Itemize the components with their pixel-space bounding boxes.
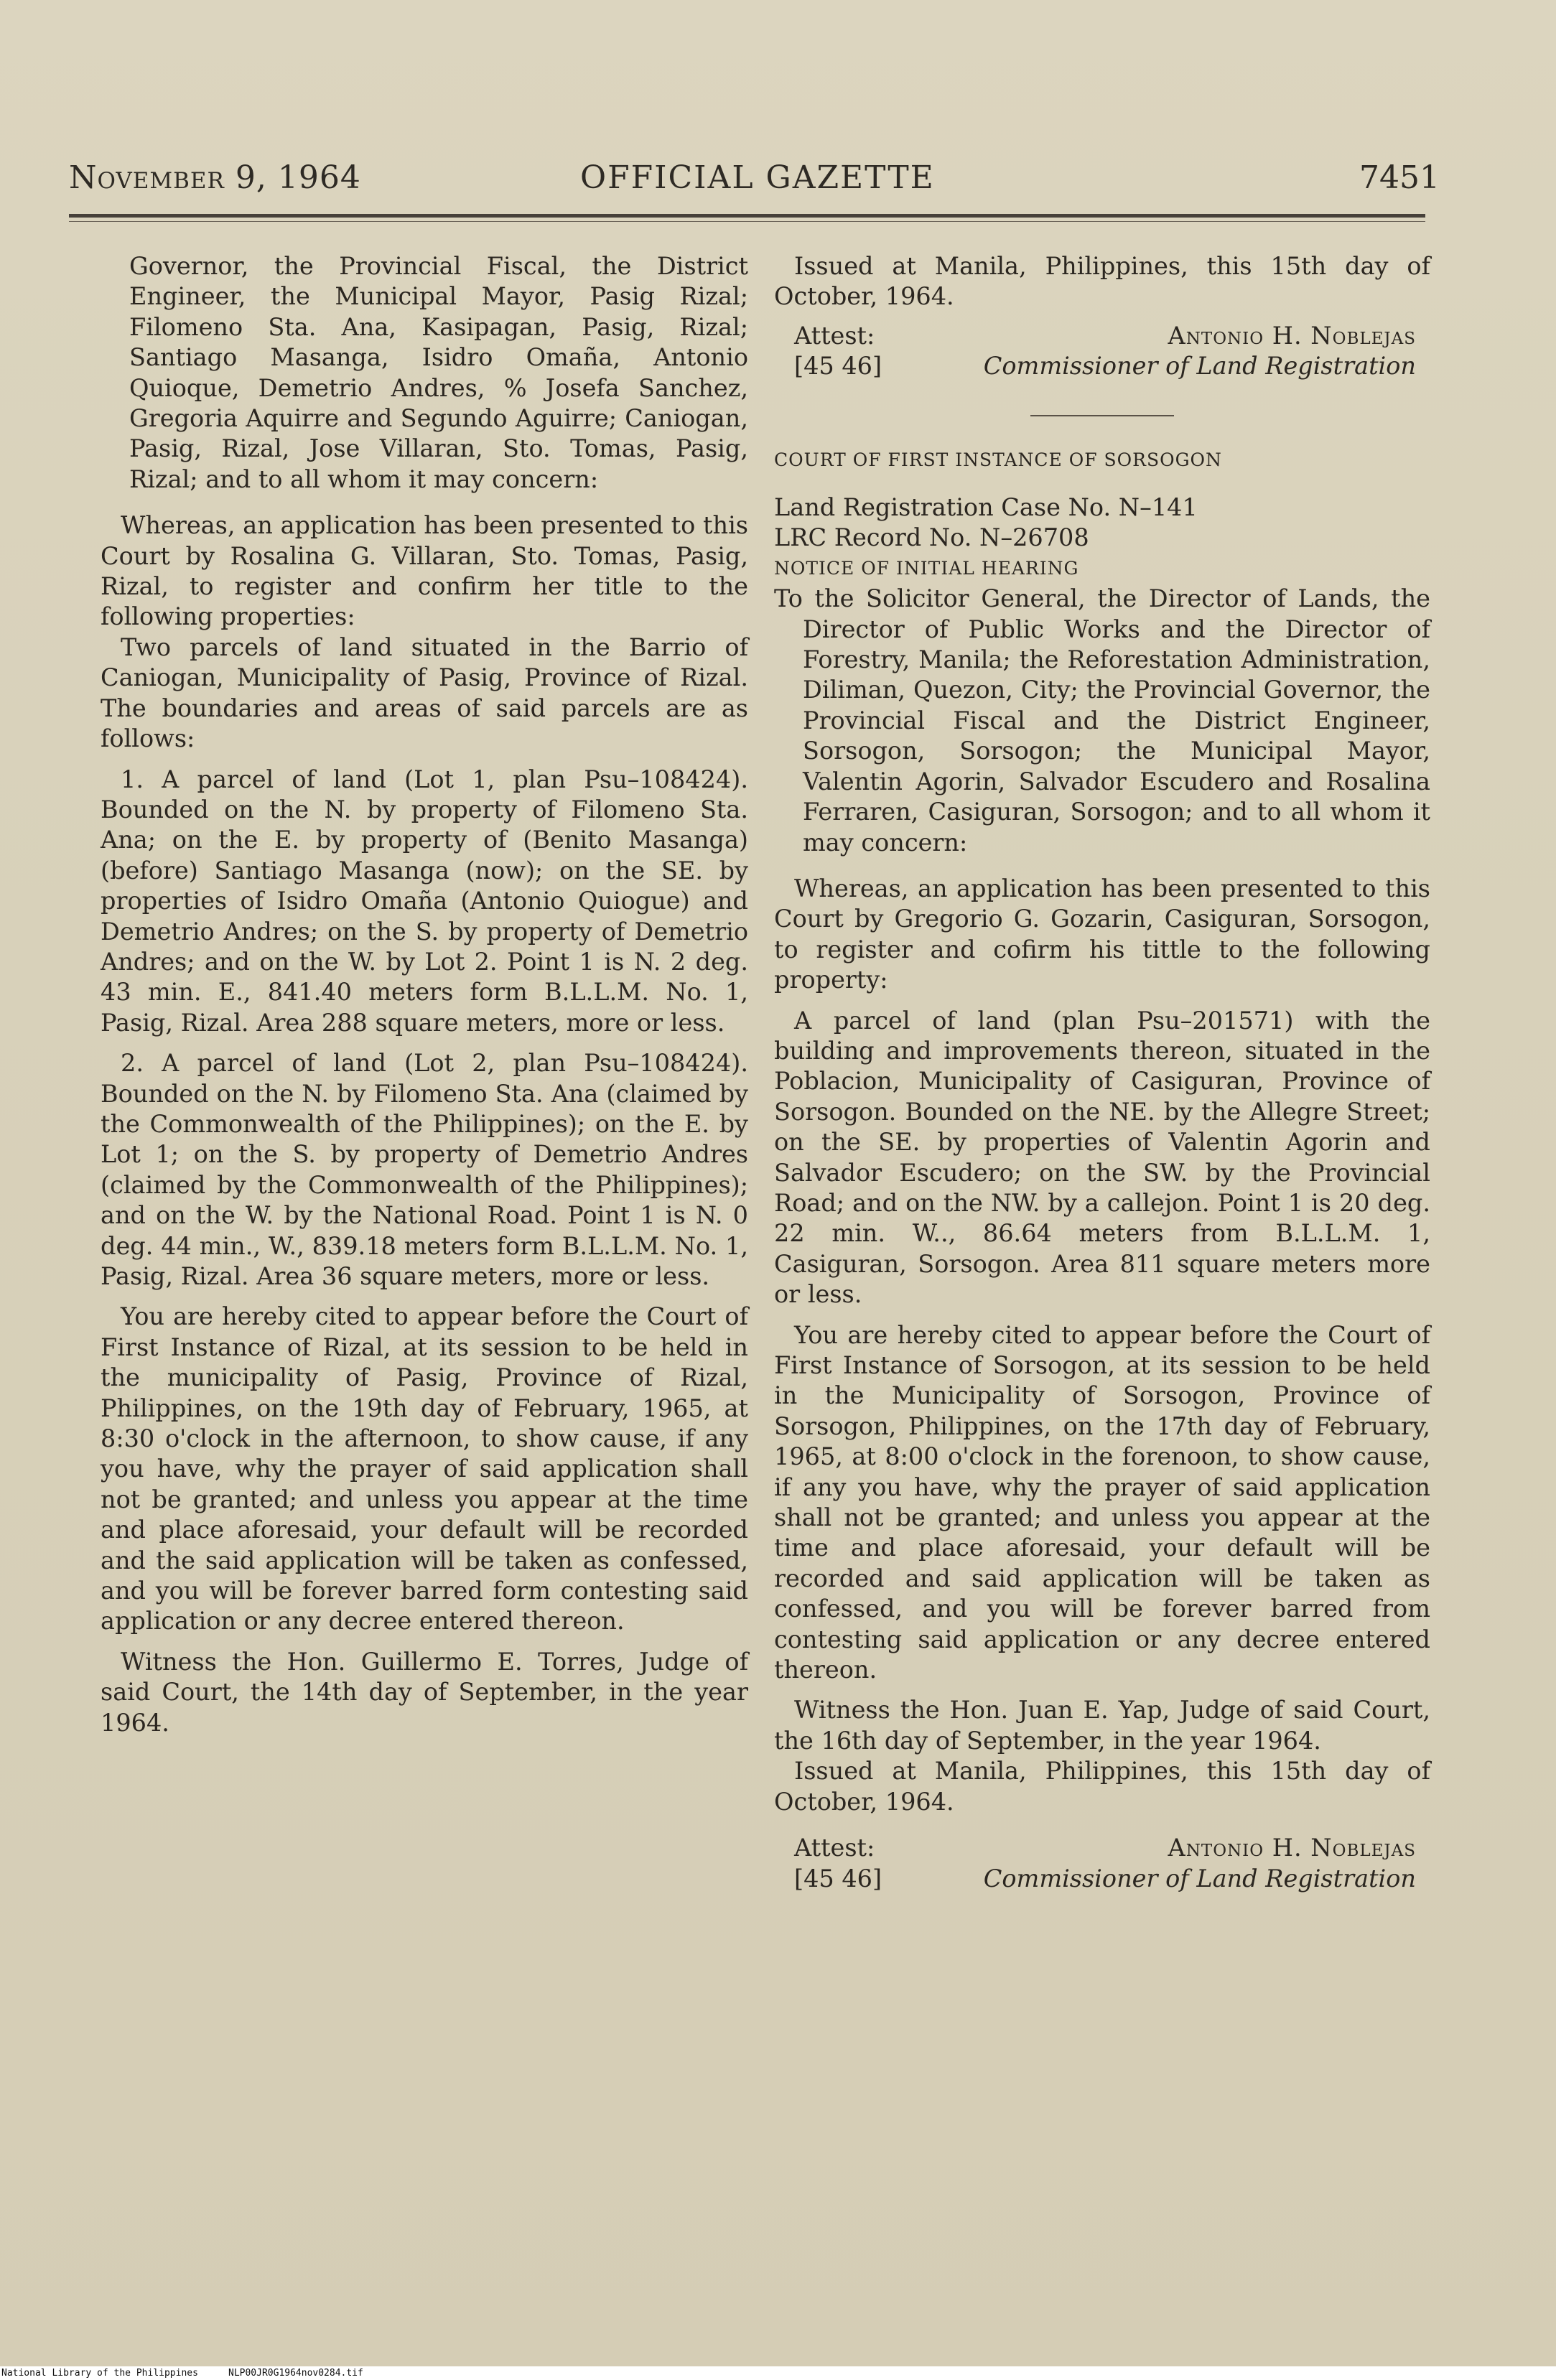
left-addressees: Governor, the Provincial Fiscal, the District Engineer, the Municipal Mayor, Pasig Rizal; Filomeno Sta. Ana, Kasipagan, Pasig, Rizal; Santiago Masanga, Isidro Omaña, Antonio Quioque, Demetrio Andres, % Josefa Sanchez, Gregoria Aquirre and Segundo Aguirre; Caniogan, Pasig, Rizal, Jose Villaran, Sto. Tomas, Pasig, Rizal; and to all whom it may concern: (129, 252, 748, 493)
left-parcel-2: 2. A parcel of land (Lot 2, plan Psu–108424). Bounded on the N. by Filomeno Sta. Ana (claimed by the Commonwealth of the Philippines); on the E. by Lot 1; on the S. by property of Demetrio Andres (claimed by the Commonwealth of the Philippines); and on the W. by the National Road. Point 1 is N. 0 deg. 44 min., W., 839.18 meters form B.L.L.M. No. 1, Pasig, Rizal. Area 36 square meters, more or less. (101, 1049, 748, 1290)
record-code-2: [45 46] (794, 1864, 882, 1893)
attest-label-2: Attest: (794, 1834, 875, 1862)
left-parcel-1: 1. A parcel of land (Lot 1, plan Psu–108424). Bounded on the N. by property of Filomeno Sta. Ana; on the E. by property of (Benito Masanga) (before) Santiago Masanga (now); on the SE. by properties of Isidro Omaña (Antonio Quiogue) and Demetrio Andres; on the S. by property of Demetrio Andres; and on the W. by Lot 2. Point 1 is N. 2 deg. 43 min. E., 841.40 meters form B.L.L.M. No. 1, Pasig, Rizal. Area 288 square meters, more or less. (101, 765, 748, 1037)
attest-title-1: Commissioner of Land Registration (983, 352, 1416, 381)
attest-block-1 (774, 321, 1430, 351)
footer-file: NLP00JR0G1964nov0284.tif (228, 2368, 363, 2379)
court-heading: COURT OF FIRST INSTANCE OF SORSOGON (774, 449, 1222, 470)
attest-block-1b (774, 351, 1430, 381)
right-addressees: To the Solicitor General, the Director of Lands, the Director of Public Works and the Director of Forestry, Manila; the Reforestation Administration, Diliman, Quezon, City; the Provincial Governor, the Provincial Fiscal and the District Engineer, Sorsogon, Sorsogon; the Municipal Mayor, Valentin Agorin, Salvador Escudero and Rosalina Ferraren, Casiguran, Sorsogon; and to all whom it may concern: (774, 584, 1430, 857)
right-issued-2: Issued at Manila, Philippines, this 15th day of October, 1964. (774, 1757, 1430, 1816)
attest-name-1: Antonio H. Noblejas (1168, 321, 1416, 350)
header-date: November 9, 1964 (69, 159, 361, 196)
left-cited: You are hereby cited to appear before the Court of First Instance of Rizal, at its session to be held in the municipality of Pasig, Province of Rizal, Philippines, on the 19th day of February, 1965, at 8:30 o'clock in the afternoon, to show cause, if any you have, why the prayer of said application shall not be granted; and unless you appear at the time and place aforesaid, your default will be recorded and the said application will be taken as confessed, and you will be forever barred form contesting said application or any decree entered thereon. (101, 1302, 748, 1635)
right-issued-1: Issued at Manila, Philippines, this 15th day of October, 1964. (774, 252, 1430, 311)
header-page-number: 7451 (1359, 159, 1440, 196)
section-separator (1030, 415, 1174, 416)
right-witness: Witness the Hon. Juan E. Yap, Judge of said Court, the 16th day of September, in the year 1964. (774, 1696, 1430, 1755)
record-code-1: [45 46] (794, 352, 882, 381)
left-witness: Witness the Hon. Guillermo E. Torres, Judge of said Court, the 14th day of September, in the year 1964. (101, 1647, 748, 1737)
header-title: OFFICIAL GAZETTE (580, 159, 935, 196)
record-number: LRC Record No. N–26708 (774, 523, 1089, 552)
right-parcel: A parcel of land (plan Psu–201571) with the building and improvements thereon, situated in the Poblacion, Municipality of Casiguran, Province of Sorsogon. Bounded on the NE. by the Allegre Street; on the SE. by properties of Valentin Agorin and Salvador Escudero; on the SW. by the Provincial Road; and on the NW. by a callejon. Point 1 is 20 deg. 22 min. W.., 86.64 meters from B.L.L.M. 1, Casiguran, Sorsogon. Area 811 square meters more or less. (774, 1006, 1430, 1309)
right-whereas: Whereas, an application has been presented to this Court by Gregorio G. Gozarin, Casiguran, Sorsogon, to register and cofirm his tittle to the following property: (774, 874, 1430, 994)
attest-block-2b (774, 1864, 1430, 1894)
header-rule (69, 214, 1425, 218)
footer-library: National Library of the Philippines (1, 2368, 198, 2379)
attest-label-1: Attest: (794, 321, 875, 350)
case-number: Land Registration Case No. N–141 (774, 493, 1198, 522)
scan-footer (0, 2366, 1556, 2380)
right-cited: You are hereby cited to appear before the Court of First Instance of Sorsogon, at its session to be held in the Municipality of Sorsogon, Province of Sorsogon, Philippines, on the 17th day of February, 1965, at 8:00 o'clock in the forenoon, to show cause, if any you have, why the prayer of said application shall not be granted; and unless you appear at the time and place aforesaid, your default will be recorded and said application will be taken as confessed, and you will be forever barred from contesting said application or any decree entered thereon. (774, 1320, 1430, 1684)
attest-title-2: Commissioner of Land Registration (983, 1864, 1416, 1893)
left-whereas: Whereas, an application has been presented to this Court by Rosalina G. Villaran, Sto. Tomas, Pasig, Rizal, to register and confirm her title to the following properties: (101, 511, 748, 631)
attest-block-2 (774, 1833, 1430, 1863)
attest-name-2: Antonio H. Noblejas (1168, 1834, 1416, 1862)
right-column (774, 251, 1430, 1894)
notice-heading: NOTICE OF INITIAL HEARING (774, 557, 1079, 579)
header-rule-thin (69, 221, 1425, 222)
left-parcels-intro: Two parcels of land situated in the Barrio of Caniogan, Municipality of Pasig, Province of Rizal. The boundaries and areas of said parcels are as follows: (101, 633, 748, 753)
left-column (101, 251, 748, 1738)
